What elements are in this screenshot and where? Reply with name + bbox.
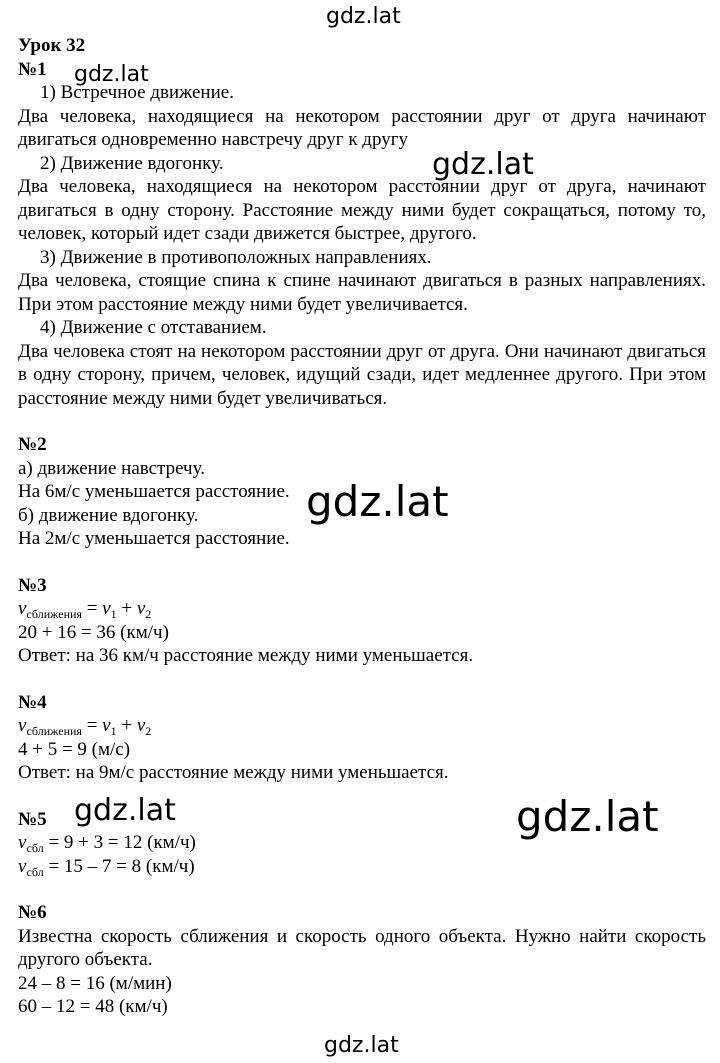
- task3-line2: 20 + 16 = 36 (км/ч): [18, 621, 169, 643]
- task4-number: №4: [18, 691, 47, 713]
- task5-line2: $v_{сбл} = 15 - 7 = 8$ (км/ч): [18, 855, 195, 879]
- task2-line2: На 6м/с уменьшается расстояние.: [18, 481, 290, 502]
- task1-item4-text: Два человека стоят на некотором расстоянии друг от друга. Они начинают двигаться в одну сторону, причем, человек, идущий сзади, идет медленнее другого. При этом расстояние между ними будет увеличиваться.: [18, 340, 706, 409]
- task1-item3-text: Два человека, стоящие спина к спине начинают двигаться в разных направлениях. При этом расстояние между ними будет увеличивается.: [18, 270, 706, 315]
- task3-formula: $v_{сближения} = v_1 + v_2$: [18, 598, 152, 621]
- task1-number: №1: [18, 58, 47, 80]
- watermark-top: gdz.lat: [326, 4, 401, 29]
- task6-line3: 60 – 12 = 48 (км/ч): [18, 996, 168, 1017]
- task6-number: №6: [18, 902, 47, 923]
- task6-text: Известна скорость сближения и скорость одного объекта. Нужно найти скорость другого объекта.: [18, 925, 706, 970]
- watermark-right-upper: gdz.lat: [432, 147, 534, 182]
- watermark-middle: gdz.lat: [306, 477, 449, 526]
- watermark-n5: gdz.lat: [74, 793, 176, 828]
- task5-line1: $v_{сбл} = 9 + 3 = 12$ (км/ч): [18, 832, 196, 855]
- lesson-title: Урок 32: [18, 35, 86, 56]
- watermark-bottom: gdz.lat: [324, 1033, 399, 1058]
- task4-answer: Ответ: на 9м/с расстояние между ними уменьшается.: [18, 762, 449, 783]
- task2-line1: а) движение навстречу.: [18, 457, 205, 479]
- watermark-right-lower: gdz.lat: [516, 792, 659, 841]
- task6-line2: 24 – 8 = 16 (м/мин): [18, 972, 172, 994]
- task1-item2-text: Два человека, находящиеся на некотором расстоянии друг от друга, начинают двигаться в одну сторону. Расстояние между ними будет сокращаться, потому то, человек, который идет сзади движется быстрее, другого.: [18, 176, 706, 244]
- task1-item1-title: 1) Встречное движение.: [40, 82, 234, 103]
- task1-item1-text: Два человека, находящиеся на некотором расстоянии друг от друга начинают двигаться одновременно навстречу друг к другу: [18, 105, 706, 150]
- task1-item2-title: 2) Движение вдогонку.: [40, 152, 224, 174]
- task3-number: №3: [18, 574, 47, 596]
- task2-line4: На 2м/с уменьшается расстояние.: [18, 528, 290, 549]
- task3-formula-sub: сближения: [26, 607, 82, 621]
- task5-number: №5: [18, 808, 47, 830]
- task5-expr2: = 15 – 7 = 8 (км/ч): [43, 855, 195, 877]
- task5-expr1: = 9 + 3 = 12 (км/ч): [43, 832, 196, 853]
- task2-number: №2: [18, 434, 47, 455]
- task2-line3: б) движение вдогонку.: [18, 504, 199, 526]
- task4-line2: 4 + 5 = 9 (м/с): [18, 738, 131, 760]
- task5-sub2: сбл: [26, 864, 44, 879]
- watermark-n1: gdz.lat: [74, 62, 149, 87]
- document-body: [18, 34, 706, 1019]
- task1-item4-title: 4) Движение с отставанием.: [40, 317, 267, 338]
- task4-formula: $v_{сближения} = v_1 + v_2$: [18, 715, 152, 738]
- task3-answer: Ответ: на 36 км/ч расстояние между ними уменьшается.: [18, 645, 474, 666]
- task4-formula-sub: сближения: [26, 724, 82, 738]
- task1-item3-title: 3) Движение в противоположных направлениях.: [40, 246, 432, 268]
- task5-sub1: сбл: [26, 841, 44, 855]
